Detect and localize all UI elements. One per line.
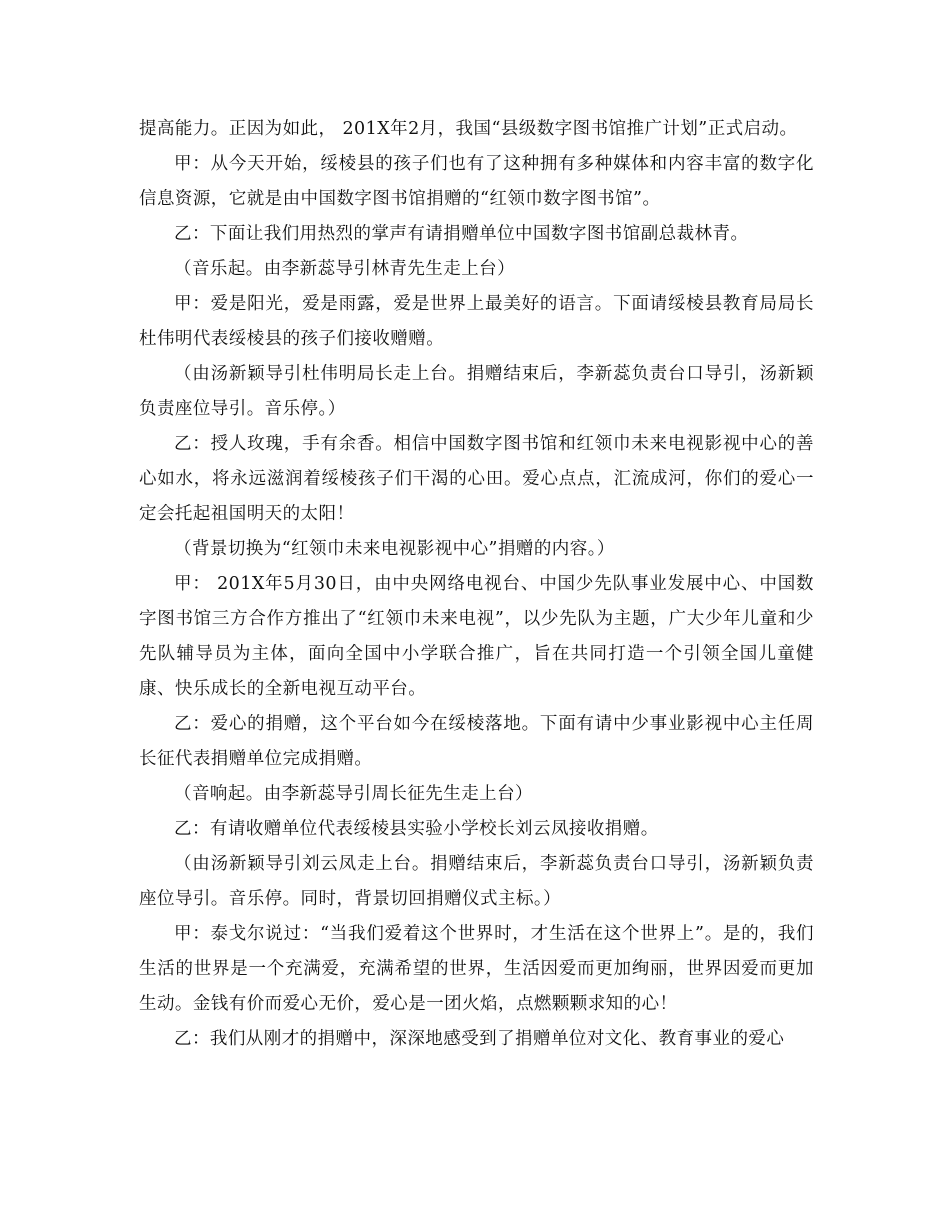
stage-direction-zhou-changzheng: （音响起。由李新蕊导引周长征先生走上台）	[174, 784, 533, 804]
document-body	[139, 112, 814, 1057]
paragraph-yi-closing: 乙：我们从刚才的捐赠中，深深地感受到了捐赠单位对文化、教育事业的爱心	[174, 1029, 785, 1049]
paragraph-yi-invite-lin-qing: 乙：下面让我们用热烈的掌声有请捐赠单位中国数字图书馆副总裁林青。	[174, 224, 749, 244]
stage-direction-liu-yunfeng: （由汤新颖导引刘云凤走上台。捐赠结束后，李新蕊负责台口导引，汤新颖负责座位导引。音乐停。同时，背景切回捐赠仪式主标。）	[139, 854, 814, 909]
paragraph-jia-digital-library: 甲：从今天开始，绥棱县的孩子们也有了这种拥有多种媒体和内容丰富的数字化信息资源，它就是由中国数字图书馆捐赠的“红领巾数字图书馆”。	[139, 154, 814, 209]
paragraph-jia-love-sunshine: 甲：爱是阳光，爱是雨露，爱是世界上最美好的语言。下面请绥棱县教育局局长杜伟明代表绥棱县的孩子们接收赠赠。	[139, 294, 814, 349]
paragraph-yi-roses: 乙：授人玫瑰，手有余香。相信中国数字图书馆和红领巾未来电视影视中心的善心如水，将永远滋润着绥棱孩子们干渴的心田。爱心点点，汇流成河，你们的爱心一定会托起祖国明天的太阳！	[139, 434, 814, 524]
paragraph-jia-tagore: 甲：泰戈尔说过：“当我们爱着这个世界时，才生活在这个世界上”。是的，我们生活的世界是一个充满爱，充满希望的世界，生活因爱而更加绚丽，世界因爱而更加生动。金钱有价而爱心无价，爱心是一团火焰，点燃颗颗求知的心！	[139, 924, 814, 1014]
paragraph-yi-platform-landing: 乙：爱心的捐赠，这个平台如今在绥棱落地。下面有请中少事业影视中心主任周长征代表捐赠单位完成捐赠。	[139, 714, 814, 769]
stage-direction-du-weiming: （由汤新颖导引杜伟明局长走上台。捐赠结束后，李新蕊负责台口导引，汤新颖负责座位导引。音乐停。）	[139, 364, 814, 419]
stage-direction-background-switch: （背景切换为“红领巾未来电视影视中心”捐赠的内容。）	[174, 539, 615, 559]
stage-direction-music-lin-qing: （音乐起。由李新蕊导引林青先生走上台）	[174, 259, 516, 279]
paragraph-jia-future-tv: 甲： 201X年5月30日，由中央网络电视台、中国少先队事业发展中心、中国数字图书馆三方合作方推出了“红领巾未来电视”，以少先队为主题，广大少年儿童和少先队辅导员为主体，面向全国中小学联合推广，旨在共同打造一个引领全国儿童健康、快乐成长的全新电视互动平台。	[139, 574, 814, 699]
paragraph-yi-liu-yunfeng: 乙：有请收赠单位代表绥棱县实验小学校长刘云凤接收捐赠。	[174, 819, 659, 839]
paragraph-continuation: 提高能力。正因为如此， 201X年2月，我国“县级数字图书馆推广计划”正式启动。	[139, 119, 798, 139]
